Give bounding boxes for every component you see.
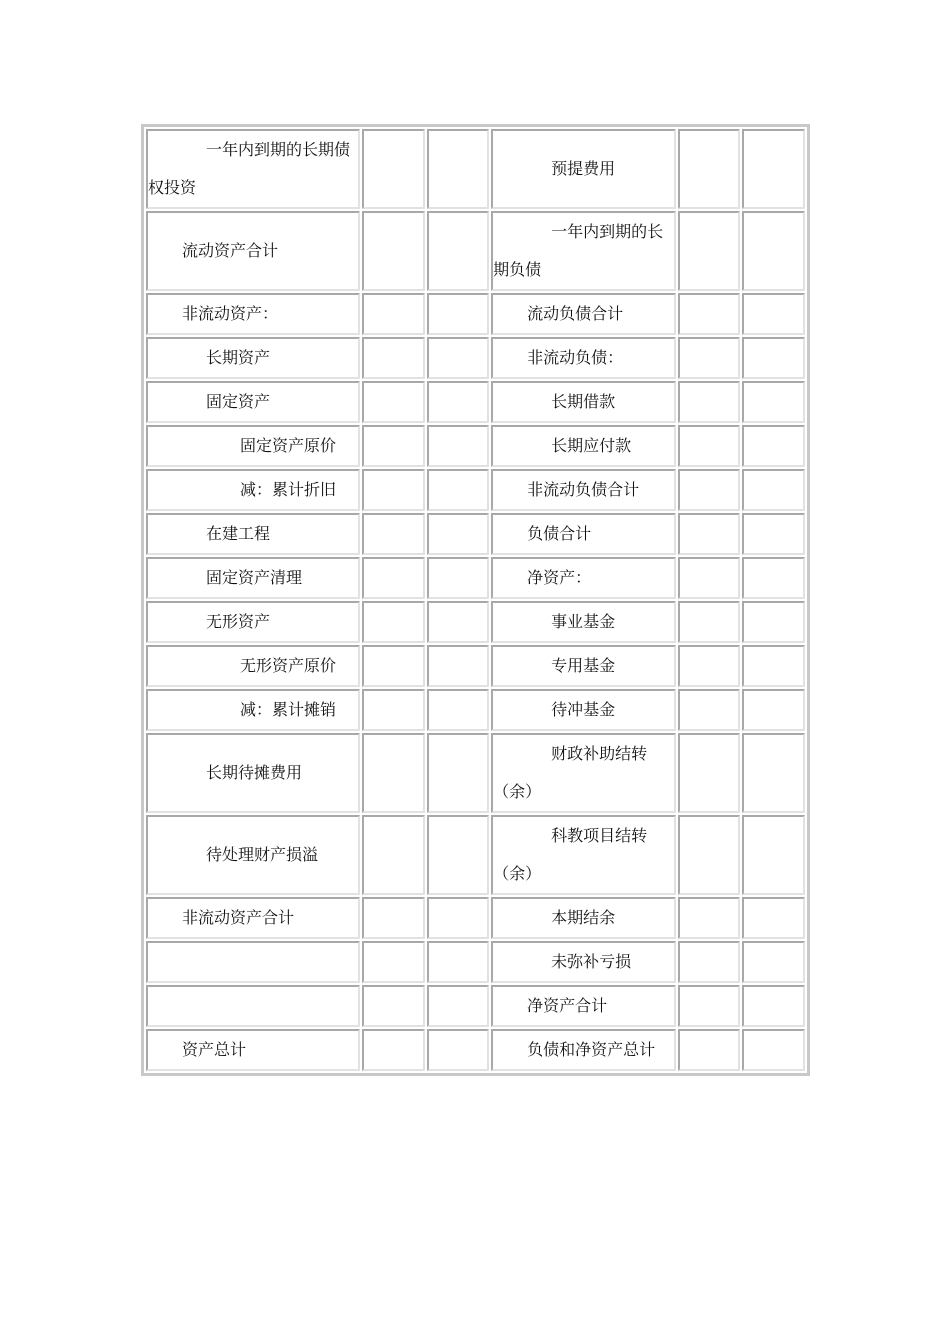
liability-label-cell: 流动负债合计 [491, 293, 676, 335]
asset-value-cell [362, 425, 425, 467]
liability-value-cell [742, 601, 805, 643]
asset-value-cell [362, 293, 425, 335]
liability-value-cell [742, 211, 805, 291]
liability-value-cell [678, 897, 741, 939]
liability-value-cell [678, 689, 741, 731]
asset-value-cell [427, 425, 490, 467]
table-row [146, 897, 805, 939]
liability-value-cell [678, 557, 741, 599]
liability-label-cell: 财政补助结转（余） [491, 733, 676, 813]
liability-label-cell: 净资产合计 [491, 985, 676, 1027]
asset-label-cell: 长期待摊费用 [146, 733, 360, 813]
asset-value-cell [427, 897, 490, 939]
table-row [146, 337, 805, 379]
asset-label-cell: 无形资产 [146, 601, 360, 643]
asset-label-cell: 减：累计折旧 [146, 469, 360, 511]
asset-value-cell [362, 129, 425, 209]
asset-value-cell [427, 689, 490, 731]
asset-value-cell [427, 815, 490, 895]
asset-value-cell [427, 733, 490, 813]
asset-label-cell: 资产总计 [146, 1029, 360, 1071]
asset-value-cell [427, 337, 490, 379]
asset-value-cell [427, 513, 490, 555]
asset-value-cell [362, 469, 425, 511]
liability-value-cell [742, 513, 805, 555]
liability-value-cell [678, 1029, 741, 1071]
asset-label-cell: 待处理财产损溢 [146, 815, 360, 895]
asset-value-cell [362, 645, 425, 687]
table-row [146, 601, 805, 643]
asset-value-cell [427, 985, 490, 1027]
liability-value-cell [742, 129, 805, 209]
liability-value-cell [742, 815, 805, 895]
liability-value-cell [678, 985, 741, 1027]
liability-value-cell [678, 815, 741, 895]
table-row [146, 381, 805, 423]
asset-label-cell: 在建工程 [146, 513, 360, 555]
liability-label-cell: 科教项目结转（余） [491, 815, 676, 895]
asset-value-cell [362, 557, 425, 599]
liability-value-cell [678, 513, 741, 555]
liability-value-cell [742, 557, 805, 599]
liability-value-cell [678, 337, 741, 379]
table-row [146, 941, 805, 983]
liability-value-cell [678, 425, 741, 467]
liability-value-cell [742, 941, 805, 983]
asset-label-cell: 流动资产合计 [146, 211, 360, 291]
asset-value-cell [362, 733, 425, 813]
liability-label-cell: 预提费用 [491, 129, 676, 209]
asset-label-cell: 无形资产原价 [146, 645, 360, 687]
asset-value-cell [427, 381, 490, 423]
liability-value-cell [742, 337, 805, 379]
liability-value-cell [678, 293, 741, 335]
table-row [146, 985, 805, 1027]
asset-label-cell [146, 941, 360, 983]
asset-label-cell: 非流动资产合计 [146, 897, 360, 939]
balance-sheet-table-frame [141, 124, 810, 1076]
asset-value-cell [427, 645, 490, 687]
table-row [146, 733, 805, 813]
asset-label-cell: 一年内到期的长期债权投资 [146, 129, 360, 209]
table-row [146, 557, 805, 599]
liability-label-cell: 负债和净资产总计 [491, 1029, 676, 1071]
liability-label-cell: 长期借款 [491, 381, 676, 423]
asset-label-cell: 减：累计摊销 [146, 689, 360, 731]
liability-value-cell [742, 985, 805, 1027]
liability-label-cell: 非流动负债合计 [491, 469, 676, 511]
liability-value-cell [678, 733, 741, 813]
asset-value-cell [362, 815, 425, 895]
table-row [146, 1029, 805, 1071]
asset-value-cell [362, 211, 425, 291]
asset-label-cell: 长期资产 [146, 337, 360, 379]
table-row [146, 425, 805, 467]
asset-value-cell [362, 337, 425, 379]
asset-value-cell [427, 211, 490, 291]
liability-label-cell: 一年内到期的长期负债 [491, 211, 676, 291]
liability-label-cell: 净资产： [491, 557, 676, 599]
table-row [146, 645, 805, 687]
asset-label-cell [146, 985, 360, 1027]
asset-value-cell [362, 689, 425, 731]
asset-label-cell: 固定资产原价 [146, 425, 360, 467]
liability-label-cell: 待冲基金 [491, 689, 676, 731]
asset-value-cell [427, 941, 490, 983]
liability-value-cell [742, 425, 805, 467]
liability-label-cell: 专用基金 [491, 645, 676, 687]
liability-value-cell [678, 941, 741, 983]
liability-label-cell: 事业基金 [491, 601, 676, 643]
balance-sheet-table [144, 127, 807, 1073]
liability-label-cell: 本期结余 [491, 897, 676, 939]
asset-value-cell [427, 557, 490, 599]
liability-value-cell [678, 645, 741, 687]
asset-label-cell: 非流动资产： [146, 293, 360, 335]
table-row [146, 469, 805, 511]
liability-value-cell [678, 601, 741, 643]
liability-value-cell [678, 381, 741, 423]
liability-value-cell [678, 129, 741, 209]
asset-value-cell [362, 941, 425, 983]
liability-label-cell: 未弥补亏损 [491, 941, 676, 983]
liability-value-cell [742, 293, 805, 335]
table-row [146, 293, 805, 335]
asset-value-cell [362, 381, 425, 423]
asset-value-cell [362, 601, 425, 643]
asset-value-cell [362, 513, 425, 555]
asset-value-cell [427, 469, 490, 511]
liability-value-cell [742, 897, 805, 939]
asset-value-cell [362, 1029, 425, 1071]
liability-value-cell [742, 689, 805, 731]
liability-value-cell [678, 211, 741, 291]
liability-value-cell [742, 469, 805, 511]
asset-value-cell [427, 129, 490, 209]
liability-value-cell [742, 381, 805, 423]
liability-label-cell: 非流动负债： [491, 337, 676, 379]
asset-value-cell [427, 1029, 490, 1071]
liability-value-cell [742, 1029, 805, 1071]
asset-value-cell [427, 293, 490, 335]
asset-label-cell: 固定资产清理 [146, 557, 360, 599]
liability-value-cell [678, 469, 741, 511]
liability-value-cell [742, 645, 805, 687]
table-row [146, 815, 805, 895]
asset-value-cell [362, 897, 425, 939]
asset-value-cell [427, 601, 490, 643]
table-row [146, 211, 805, 291]
liability-label-cell: 长期应付款 [491, 425, 676, 467]
asset-value-cell [362, 985, 425, 1027]
liability-label-cell: 负债合计 [491, 513, 676, 555]
liability-value-cell [742, 733, 805, 813]
table-row [146, 689, 805, 731]
asset-label-cell: 固定资产 [146, 381, 360, 423]
table-row [146, 129, 805, 209]
table-row [146, 513, 805, 555]
